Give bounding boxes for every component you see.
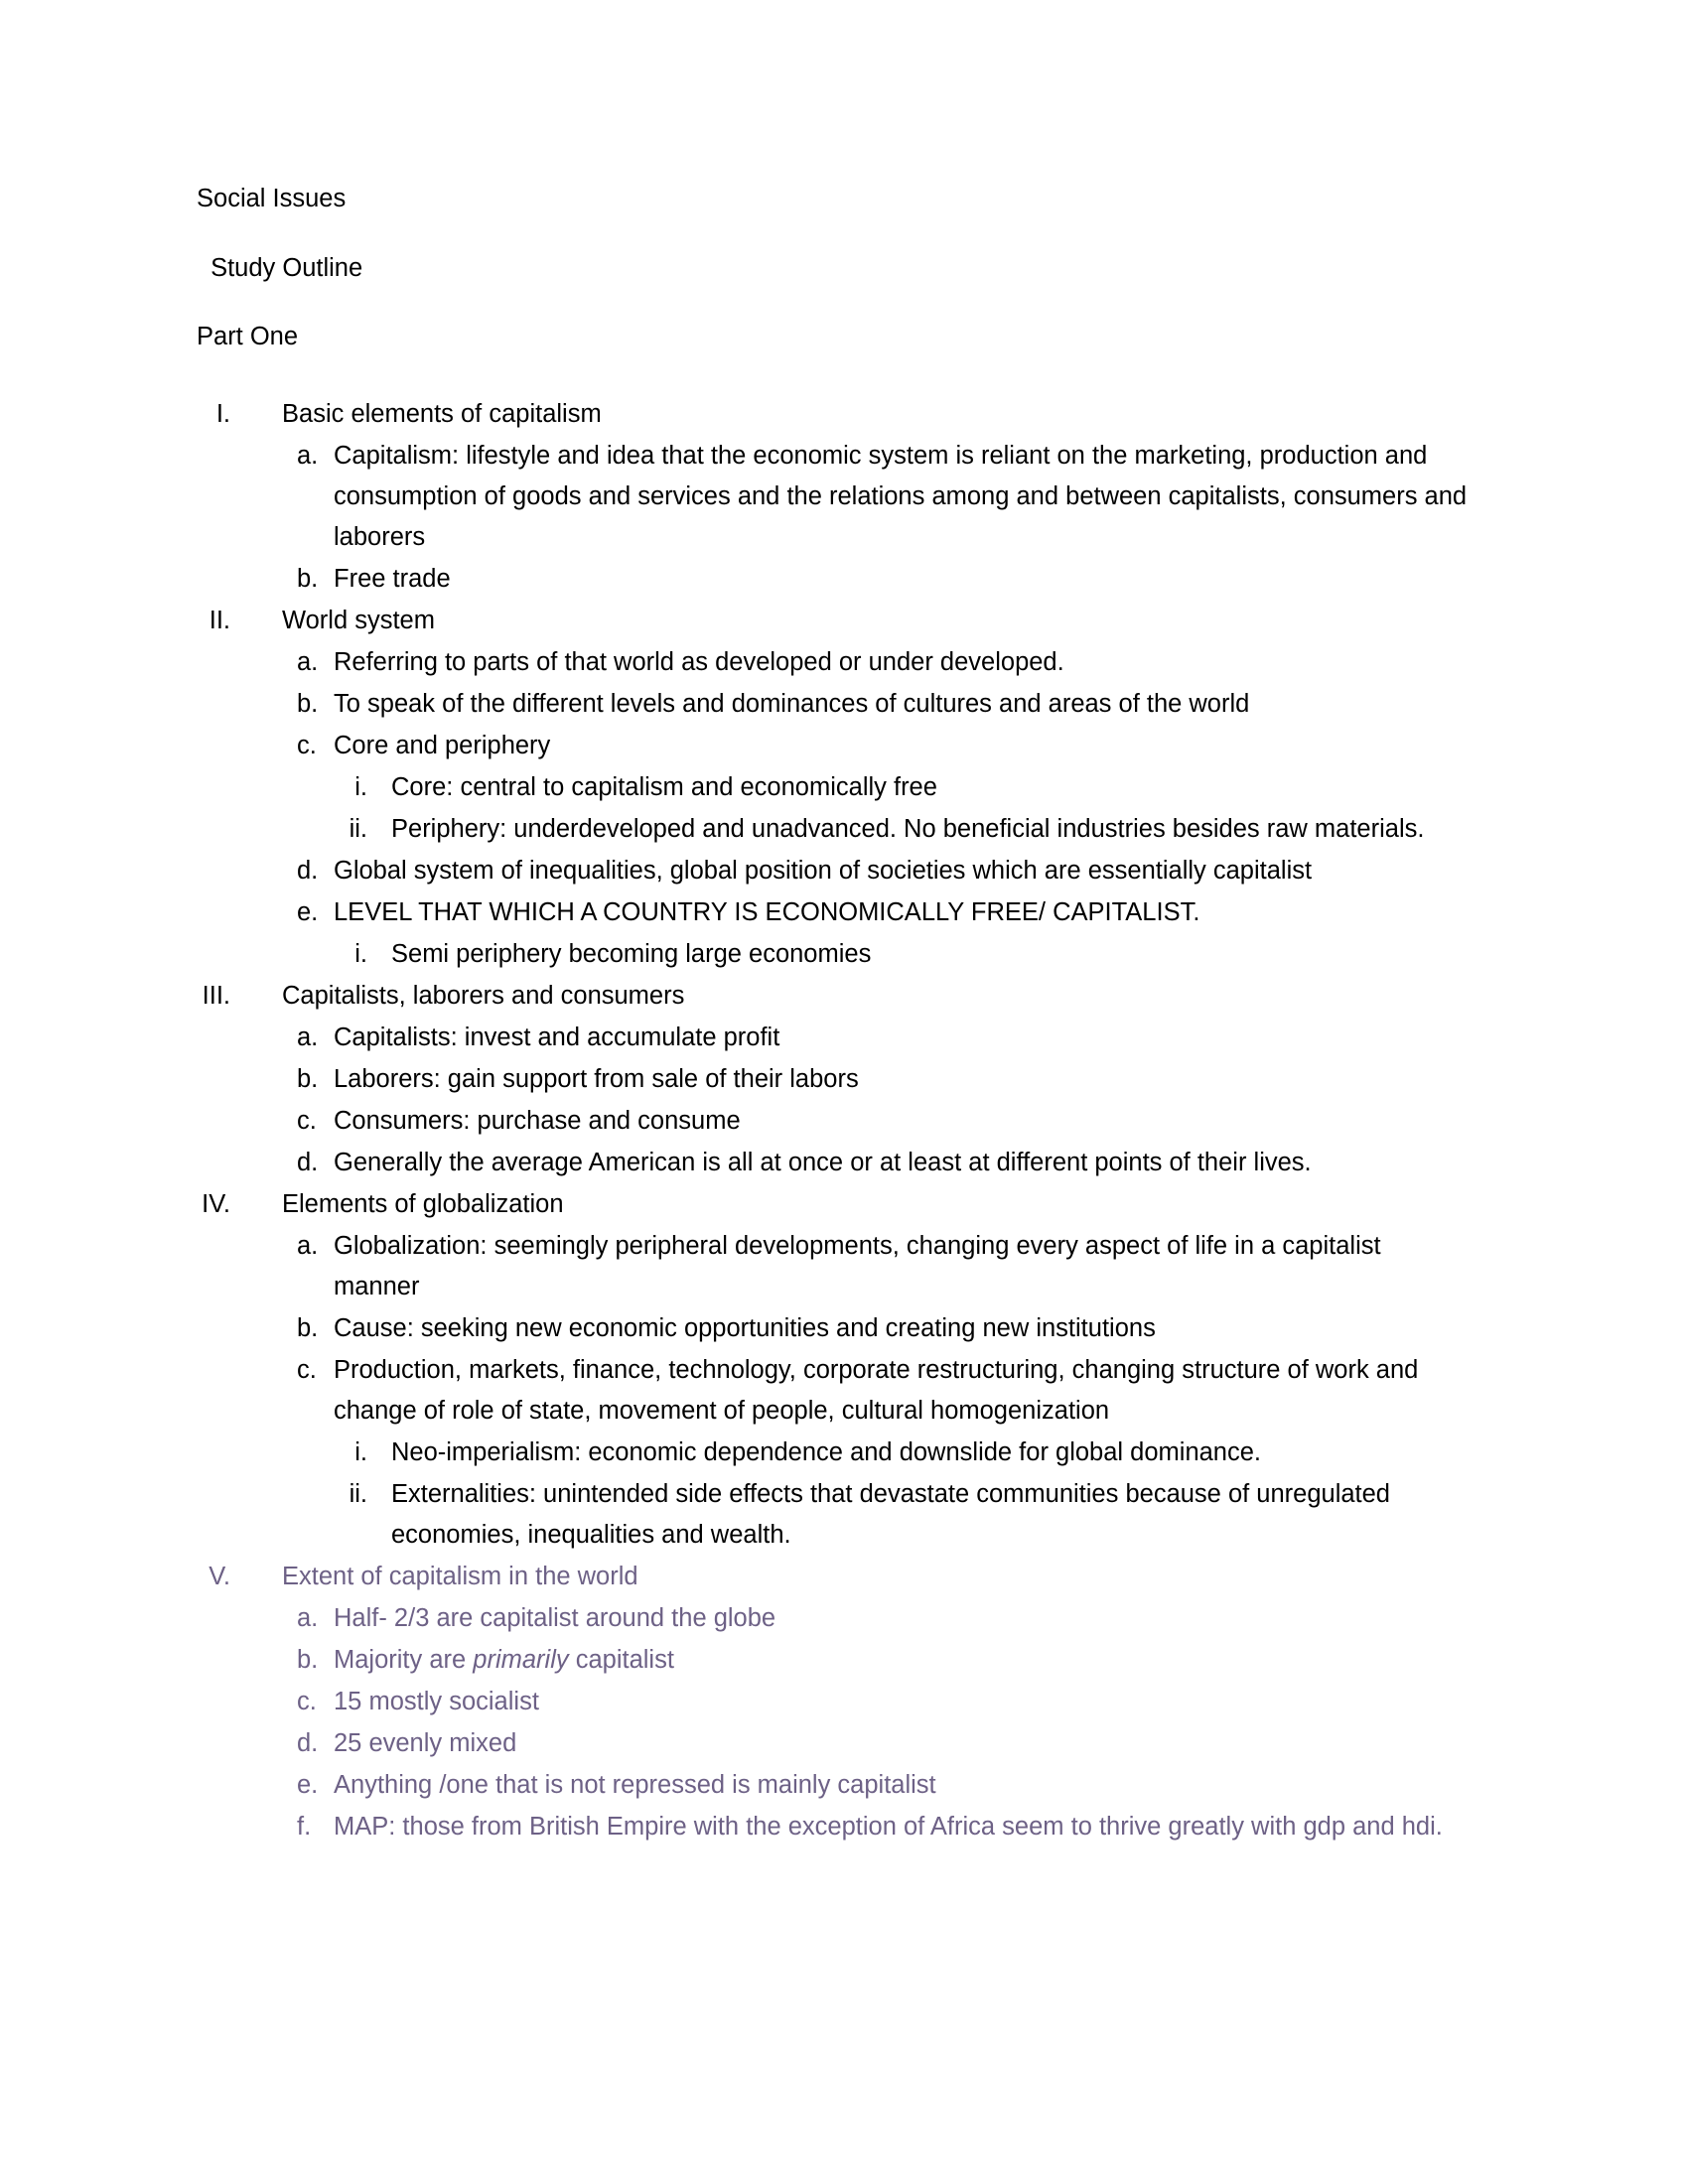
plain-text: Majority are [334, 1645, 474, 1674]
outline-section [197, 601, 1479, 975]
outline-item-level2 [197, 851, 1479, 891]
outline-text-level2: Laborers: gain support from sale of their labors [334, 1064, 859, 1093]
outline-marker-level2: e. [297, 897, 319, 926]
outline-text-level2: To speak of the different levels and dominances of cultures and areas of the world [334, 689, 1250, 718]
outline-text-level2: Consumers: purchase and consume [334, 1106, 741, 1135]
outline-marker-level2: a. [297, 1603, 319, 1632]
heading-study-outline: Study Outline [204, 253, 363, 282]
outline-marker-level3: i. [354, 772, 367, 801]
outline-item-level2 [197, 1018, 1479, 1058]
outline-marker-level2: f. [297, 1812, 312, 1841]
outline-item-level2 [197, 1807, 1479, 1847]
outline-item-level2 [197, 684, 1479, 725]
outline-sublist-level3 [197, 767, 1479, 850]
outline-marker-level2: a. [297, 441, 319, 470]
outline-text-level2: Free trade [334, 564, 451, 593]
outline-text-level1: World system [282, 606, 435, 634]
outline-text-level1: Capitalists, laborers and consumers [282, 981, 685, 1010]
outline-marker-level2: c. [297, 1106, 317, 1135]
outline-item-level2 [197, 1059, 1479, 1100]
outline-marker-level2: b. [297, 1064, 319, 1093]
outline-item-level2 [197, 1682, 1479, 1722]
outline-marker-level3: i. [354, 1437, 367, 1466]
outline-text-level2: Capitalists: invest and accumulate profit [334, 1023, 780, 1051]
outline-marker-level2: b. [297, 689, 319, 718]
outline-marker-level1: V. [209, 1562, 230, 1590]
outline-sublist-level2 [197, 1226, 1479, 1556]
outline-item-level2 [197, 1640, 1479, 1681]
outline-marker-level3: ii. [349, 1479, 367, 1508]
outline-text-level2: Production, markets, finance, technology, corporate restructuring, changing structure of work and change of role of state, movement of people, cultural homogenization [334, 1355, 1419, 1425]
outline-marker-level2: c. [297, 1687, 317, 1715]
outline-marker-level1: I. [215, 399, 230, 428]
outline-text-level2: 25 evenly mixed [334, 1728, 517, 1757]
outline-marker-level2: a. [297, 647, 319, 676]
outline-marker-level1: II. [209, 606, 230, 634]
outline-item-level2 [197, 559, 1479, 600]
outline-item-level1 [197, 1184, 1479, 1225]
outline-section [197, 1184, 1479, 1556]
heading-course-title: Social Issues [197, 185, 347, 212]
outline-item-level3 [197, 767, 1479, 808]
outline-item-level2 [197, 892, 1479, 933]
outline-text-level2: Half- 2/3 are capitalist around the globe [334, 1603, 776, 1632]
outline-item-level2 [197, 642, 1479, 683]
outline-item-level1 [197, 601, 1479, 641]
outline-text-level2: Globalization: seemingly peripheral developments, changing every aspect of life in a capitalist manner [334, 1231, 1381, 1300]
outline-marker-level2: d. [297, 1728, 319, 1757]
outline-sublist-level2 [197, 1018, 1479, 1183]
outline-section [197, 394, 1479, 600]
outline-text-level1: Elements of globalization [282, 1189, 564, 1218]
outline-item-level3 [197, 1433, 1479, 1473]
outline-item-level3 [197, 809, 1479, 850]
outline-text-level3: Semi periphery becoming large economies [391, 939, 872, 968]
outline-marker-level2: e. [297, 1770, 319, 1799]
outline-text-level3: Periphery: underdeveloped and unadvanced. No beneficial industries besides raw materials. [391, 814, 1425, 843]
outline-text-level2: Cause: seeking new economic opportunities and creating new institutions [334, 1313, 1156, 1342]
outline-text-level2: Core and periphery [334, 731, 551, 759]
outline-item-level2 [197, 1765, 1479, 1806]
outline-item-level2 [197, 1308, 1479, 1349]
outline-marker-level2: b. [297, 1645, 319, 1674]
outline-text-level2: LEVEL THAT WHICH A COUNTRY IS ECONOMICALLY FREE/ CAPITALIST. [334, 897, 1200, 926]
document-headings [197, 187, 1479, 350]
outline-text-level2: Referring to parts of that world as developed or under developed. [334, 647, 1064, 676]
outline-marker-level3: i. [354, 939, 367, 968]
outline-marker-level2: d. [297, 856, 319, 885]
plain-text: capitalist [568, 1645, 674, 1674]
outline-sublist-level2 [197, 642, 1479, 975]
outline-item-level2 [197, 1598, 1479, 1639]
outline-marker-level2: d. [297, 1148, 319, 1176]
outline-marker-level2: b. [297, 564, 319, 593]
outline-text-level2: MAP: those from British Empire with the exception of Africa seem to thrive greatly with gdp and hdi. [334, 1812, 1443, 1841]
outline-item-level3 [197, 1474, 1479, 1556]
outline-item-level1 [197, 394, 1479, 435]
outline-item-level2 [197, 726, 1479, 766]
outline-text-level2: Generally the average American is all at once or at least at different points of their lives. [334, 1148, 1312, 1176]
outline-section [197, 1557, 1479, 1847]
outline-item-level3 [197, 934, 1479, 975]
outline-text-level3: Core: central to capitalism and economically free [391, 772, 937, 801]
outline-marker-level3: ii. [349, 814, 367, 843]
outline-list [197, 394, 1479, 1847]
outline-marker-level1: III. [202, 981, 230, 1010]
outline-item-level2 [197, 436, 1479, 558]
outline-text-level3: Neo-imperialism: economic dependence and downslide for global dominance. [391, 1437, 1262, 1466]
outline-marker-level2: b. [297, 1313, 319, 1342]
outline-text-level2: Anything /one that is not repressed is mainly capitalist [334, 1770, 936, 1799]
outline-text-level2: Capitalism: lifestyle and idea that the economic system is reliant on the marketing, production and consumption of goods and services and the relations among and between capitalists, consumers and laborers [334, 441, 1468, 551]
outline-item-level2 [197, 1101, 1479, 1142]
emphasis-text: primarily [473, 1645, 569, 1674]
outline-item-level2 [197, 1350, 1479, 1432]
outline-item-level1 [197, 1557, 1479, 1597]
outline-marker-level2: a. [297, 1231, 319, 1260]
outline-marker-level2: c. [297, 1355, 317, 1384]
outline-sublist-level2 [197, 436, 1479, 600]
outline-text-level3: Externalities: unintended side effects that devastate communities because of unregulated economies, inequalities and wealth. [391, 1479, 1390, 1549]
heading-part-one: Part One [197, 323, 299, 350]
outline-section [197, 976, 1479, 1183]
outline-text-level2 [334, 1640, 1479, 1681]
outline-text-level1: Extent of capitalism in the world [282, 1562, 638, 1590]
outline-sublist-level2 [197, 1598, 1479, 1847]
outline-item-level2 [197, 1226, 1479, 1307]
outline-sublist-level3 [197, 934, 1479, 975]
outline-marker-level1: IV. [202, 1189, 230, 1218]
outline-item-level2 [197, 1723, 1479, 1764]
outline-marker-level2: a. [297, 1023, 319, 1051]
outline-text-level2: Global system of inequalities, global position of societies which are essentially capitalist [334, 856, 1313, 885]
outline-item-level2 [197, 1143, 1479, 1183]
outline-marker-level2: c. [297, 731, 317, 759]
outline-text-level2: 15 mostly socialist [334, 1687, 539, 1715]
outline-sublist-level3 [197, 1433, 1479, 1556]
outline-item-level1 [197, 976, 1479, 1017]
outline-text-level1: Basic elements of capitalism [282, 399, 602, 428]
